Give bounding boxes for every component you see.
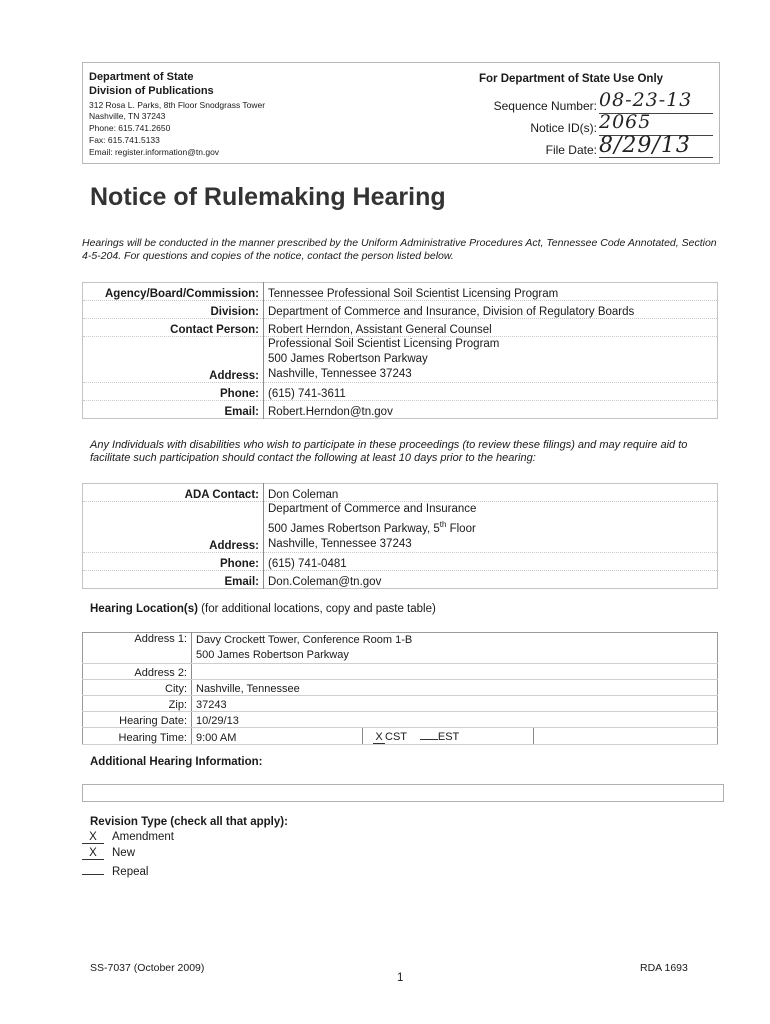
table-row [83, 484, 718, 502]
header-box [82, 62, 720, 164]
contact-label: Contact Person: [83, 319, 264, 337]
division-name: Division of Publications [89, 85, 214, 97]
date-label: Hearing Date: [83, 712, 192, 728]
new-checkmark[interactable]: X [82, 846, 104, 860]
address-label: Address: [83, 337, 264, 383]
table-row [83, 552, 718, 570]
agency-table [82, 282, 718, 419]
ada-phone-label: Phone: [83, 552, 264, 570]
zip-value: 37243 [192, 696, 718, 712]
ada-phone-value: (615) 741-0481 [268, 557, 347, 570]
time-value: 9:00 AM [192, 728, 363, 745]
table-row [83, 383, 718, 401]
table-row [83, 502, 718, 553]
ada-email-label: Email: [83, 570, 264, 588]
email-value: Robert.Herndon@tn.gov [268, 406, 393, 418]
table-row [83, 633, 718, 664]
ada-contact-value: Don Coleman [268, 489, 339, 501]
table-row [83, 712, 718, 728]
address1-value [192, 633, 718, 664]
division-label: Division: [83, 301, 264, 319]
division-value: Department of Commerce and Insurance, Division of Regulatory Boards [268, 306, 635, 318]
est-mark[interactable] [420, 728, 438, 740]
table-row [83, 401, 718, 419]
sequence-value: 08-23-13 [599, 89, 713, 114]
file-date-value: 8/29/13 [599, 133, 713, 158]
revision-item-repeal [82, 861, 148, 880]
address2-label: Address 2: [83, 664, 192, 680]
phone-label: Phone: [83, 383, 264, 401]
contact-value: Robert Herndon, Assistant General Counsel [268, 324, 492, 336]
repeal-checkmark[interactable] [82, 861, 104, 875]
time-extra-cell [534, 728, 718, 745]
revision-heading: Revision Type (check all that apply): [90, 816, 288, 828]
address1-label: Address 1: [83, 633, 192, 664]
additional-heading: Additional Hearing Information: [90, 756, 263, 768]
ada-table [82, 483, 718, 589]
city-value: Nashville, Tennessee [192, 680, 718, 696]
dept-address2: Nashville, TN 37243 [89, 111, 166, 121]
new-label: New [112, 847, 136, 859]
address-line1: Professional Soil Scientist Licensing Program [268, 338, 500, 350]
use-only-title: For Department of State Use Only [479, 73, 664, 85]
cst-label: CST [385, 731, 407, 743]
cst-mark[interactable]: X [373, 731, 385, 744]
dept-fax: Fax: 615.741.5133 [89, 135, 160, 145]
dept-email: Email: register.information@tn.gov [89, 147, 220, 157]
ada-address-value [264, 502, 718, 553]
city-label: City: [83, 680, 192, 696]
page-number: 1 [397, 972, 404, 984]
table-row [83, 283, 718, 301]
dept-name: Department of State [89, 71, 194, 83]
agency-label: Agency/Board/Commission: [83, 283, 264, 301]
address1-line2: 500 James Robertson Parkway [196, 649, 349, 661]
notice-label: Notice ID(s): [530, 121, 597, 135]
table-row [83, 728, 718, 745]
repeal-label: Repeal [112, 866, 149, 878]
table-row [83, 664, 718, 680]
zip-label: Zip: [83, 696, 192, 712]
rda-number: RDA 1693 [640, 962, 688, 974]
revision-item-new [82, 846, 135, 861]
agency-value: Tennessee Professional Soil Scientist Licensing Program [268, 288, 559, 300]
address1-line1: Davy Crockett Tower, Conference Room 1-B [196, 634, 413, 646]
intro-text: Hearings will be conducted in the manner prescribed by the Uniform Administrative Procedures Act, Tennessee Code Annotated, Section 4-5-204. For questions and copies of the notice, contact the person listed below. [82, 237, 717, 262]
hearing-table [82, 632, 718, 745]
table-row [83, 337, 718, 383]
address2-value [192, 664, 718, 680]
address-line2: 500 James Robertson Parkway [268, 353, 428, 365]
ada-email-value: Don.Coleman@tn.gov [268, 575, 382, 588]
form-id: SS-7037 (October 2009) [90, 962, 205, 974]
amendment-label: Amendment [112, 831, 175, 843]
phone-value: (615) 741-3611 [268, 388, 346, 400]
ada-intro-text: Any Individuals with disabilities who wish to participate in these proceedings (to review these filings) and may require aid to facilitate such participation should contact the following at least 10 days prior to the hearing: [90, 439, 688, 464]
dept-phone: Phone: 615.741.2650 [89, 123, 171, 133]
notice-value: 2065 [599, 111, 713, 136]
table-row [83, 696, 718, 712]
email-label: Email: [83, 401, 264, 419]
amendment-checkmark[interactable]: X [82, 830, 104, 844]
address-value [264, 337, 718, 383]
dept-address1: 312 Rosa L. Parks, 8th Floor Snodgrass Tower [89, 100, 266, 110]
table-row [83, 301, 718, 319]
ada-contact-label: ADA Contact: [83, 484, 264, 502]
ada-address-line1: Department of Commerce and Insurance [268, 503, 477, 515]
ada-address-label: Address: [83, 502, 264, 553]
revision-item-amendment [82, 830, 174, 845]
ada-address-line2: 500 James Robertson Parkway, 5th Floor [268, 520, 476, 535]
ada-address-line3: Nashville, Tennessee 37243 [268, 537, 412, 550]
timezone-options [363, 728, 534, 745]
est-label: EST [437, 731, 460, 743]
date-value: 10/29/13 [192, 712, 718, 728]
additional-info-box[interactable] [82, 784, 724, 802]
table-row [83, 570, 718, 588]
table-row [83, 319, 718, 337]
sequence-label: Sequence Number: [493, 99, 597, 113]
file-date-label: File Date: [545, 143, 597, 157]
address-line3: Nashville, Tennessee 37243 [268, 368, 412, 380]
page-title: Notice of Rulemaking Hearing [90, 183, 446, 211]
time-label: Hearing Time: [83, 728, 192, 745]
table-row [83, 680, 718, 696]
hearing-heading: Hearing Location(s) (for additional locations, copy and paste table) [90, 603, 436, 615]
